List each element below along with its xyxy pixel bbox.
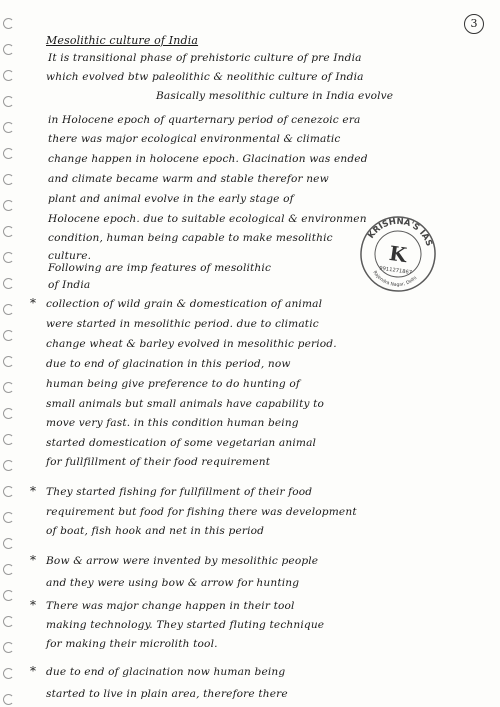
text-line: were started in mesolithic period. due to climatic — [46, 318, 319, 330]
text-line: there was major ecological environmental & climatic — [48, 133, 341, 145]
text-line: plant and animal evolve in the early stage of — [48, 193, 294, 205]
stamp-place-text: Rajendra Nagar, Delhi — [371, 270, 419, 288]
text-line: making technology. They started fluting technique — [46, 619, 325, 631]
text-line: for fullfillment of their food requirement — [46, 456, 271, 468]
text-line: due to end of glacination now human being — [46, 666, 286, 678]
text-line: and they were using bow & arrow for hunting — [46, 577, 300, 589]
text-line: It is transitional phase of prehistoric culture of pre India — [48, 52, 362, 64]
text-line: started domestication of some vegetarian animal — [46, 437, 317, 449]
text-line: small animals but small animals have capability to — [46, 398, 325, 410]
text-line: change wheat & barley evolved in mesolithic period. — [46, 338, 337, 350]
bullet-mark: * — [30, 664, 36, 678]
text-line: of India — [48, 279, 91, 291]
bullet-mark: * — [30, 598, 36, 612]
bullet-mark: * — [30, 296, 36, 310]
text-line: for making their microlith tool. — [46, 638, 218, 650]
text-line: of boat, fish hook and net in this period — [46, 525, 265, 537]
text-line: change happen in holocene epoch. Glacination was ended — [48, 153, 368, 165]
text-line: which evolved btw paleolithic & neolithic culture of India — [46, 71, 364, 83]
text-line: There was major change happen in their tool — [46, 600, 295, 612]
institute-stamp — [353, 209, 443, 299]
text-line: They started fishing for fullfillment of their food — [46, 486, 313, 498]
text-line: Holocene epoch. due to suitable ecological & environmen — [48, 213, 367, 225]
page-title: Mesolithic culture of India — [46, 34, 199, 47]
text-line: Bow & arrow were invented by mesolithic people — [46, 555, 319, 567]
text-line: in Holocene epoch of quarternary period of cenezoic era — [48, 114, 361, 126]
stamp-name-text: KRISHNA'S IAS — [366, 216, 434, 248]
text-line: Basically mesolithic culture in India evolve — [156, 90, 394, 102]
text-line: and climate became warm and stable therefor new — [48, 173, 329, 185]
text-line: due to end of glacination in this period, now — [46, 358, 291, 370]
stamp-phone: 9911271867 — [378, 265, 413, 277]
text-line: started to live in plain area, therefore there — [46, 688, 288, 700]
text-line: human being give preference to do hunting of — [46, 378, 300, 390]
text-line: collection of wild grain & domestication of animal — [46, 298, 323, 310]
text-line: move very fast. in this condition human being — [46, 417, 299, 429]
text-line: condition, human being capable to make mesolithic — [48, 232, 333, 244]
text-line: culture. — [48, 250, 92, 262]
stamp-letter: K — [387, 240, 409, 268]
bullet-mark: * — [30, 553, 36, 567]
bullet-mark: * — [30, 484, 36, 498]
page-number: 3 — [464, 14, 484, 34]
spiral-binding — [0, 0, 22, 707]
text-line: Following are imp features of mesolithic — [48, 262, 272, 274]
text-line: requirement but food for fishing there was development — [46, 506, 357, 518]
